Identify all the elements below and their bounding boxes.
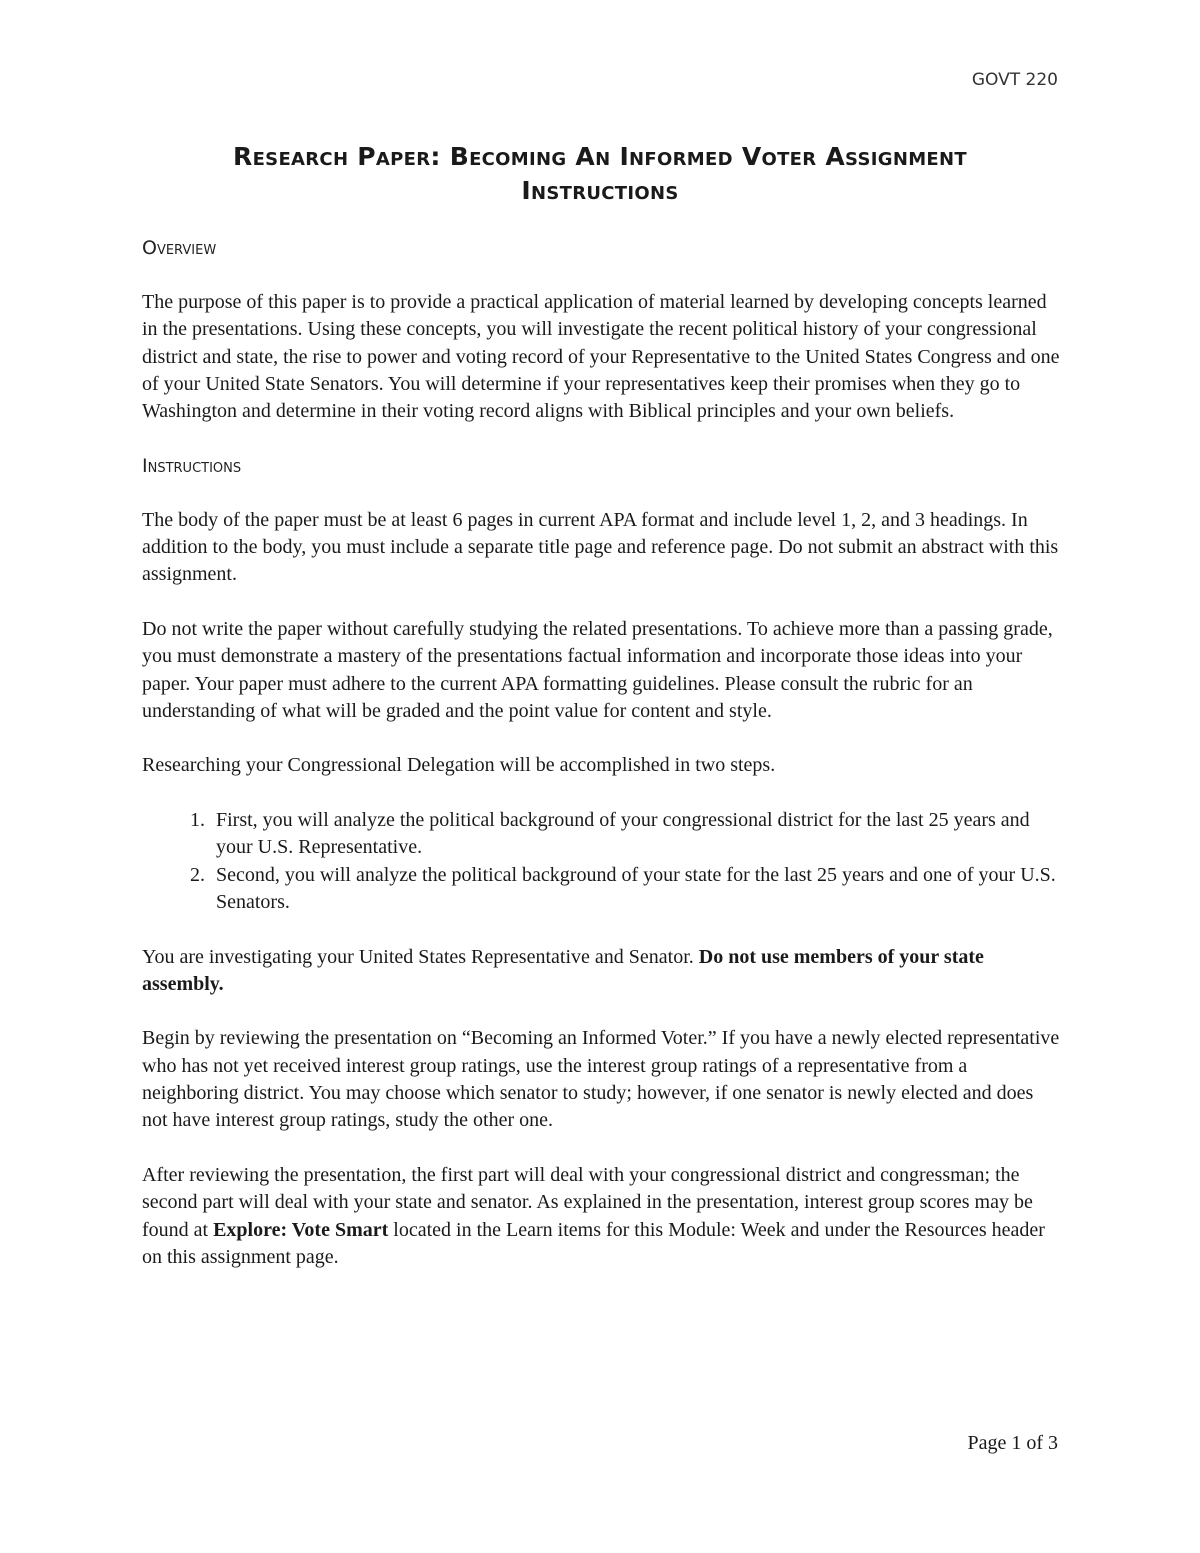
page-number: Page 1 of 3 [967,1432,1058,1454]
title-line-1: Research Paper: Becoming An Informed Voter Assignment [233,142,967,171]
instructions-paragraph-5: Begin by reviewing the presentation on “Becoming an Informed Voter.” If you have a newly elected representative who has not yet received interest group ratings, use the interest group ratings of a representative from a neighboring district. You may choose which senator to study; however, if one senator is newly elected and does not have interest group ratings, study the other one. [142,1027,1060,1132]
paragraph-6-end: located in the Learn items for this Module: Week and under the Resources header on this assignment page. [142,1218,1045,1268]
instructions-paragraph-6 [142,1162,1062,1271]
instructions-paragraph-4 [142,944,1062,999]
document-body [142,235,1062,1298]
document-title [142,140,1058,208]
overview-paragraph: The purpose of this paper is to provide a practical application of material learned by developing concepts learned in the presentations. Using these concepts, you will investigate the recent political history of your congressional district and state, the rise to power and voting record of your Representative to the United States Congress and one of your United State Senators. You will determine if your representatives keep their promises when they go to Washington and determine in their voting record aligns with Biblical principles and your own beliefs. [142,291,1060,423]
instructions-paragraph-2: Do not write the paper without carefully studying the related presentations. To achieve more than a passing grade, you must demonstrate a mastery of the presentations factual information and incorporate those ideas into your paper. Your paper must adhere to the current APA formatting guidelines. Please consult the rubric for an understanding of what will be graded and the point value for content and style. [142,617,1053,722]
title-line-2: Instructions [521,176,679,205]
instructions-paragraph-1: The body of the paper must be at least 6 pages in current APA format and include level 1, 2, and 3 headings. In addition to the body, you must include a separate title page and reference page. Do not submit an abstract with this assignment. [142,508,1059,586]
step-item-1: 1. First, you will analyze the political background of your congressional district for the last 25 years and your U.S. Representative. [210,807,1062,862]
overview-heading: Overview [142,237,217,259]
vote-smart-reference: Explore: Vote Smart [213,1218,389,1241]
step-item-2: 2. Second, you will analyze the political background of your state for the last 25 years and one of your U.S. Senators. [210,862,1062,917]
instructions-paragraph-3: Researching your Congressional Delegation will be accomplished in two steps. [142,754,776,777]
steps-list [142,807,1062,916]
state-assembly-warning: Do not use members of your state assembly. [142,945,984,995]
instructions-heading: Instructions [142,454,242,477]
course-code-header: GOVT 220 [971,70,1058,90]
paragraph-6-start: After reviewing the presentation, the first part will deal with your congressional district and congressman; the second part will deal with your state and senator. As explained in the presentation, interest group scores may be found at [142,1163,1033,1241]
paragraph-4-text: You are investigating your United States Representative and Senator. [142,945,699,968]
